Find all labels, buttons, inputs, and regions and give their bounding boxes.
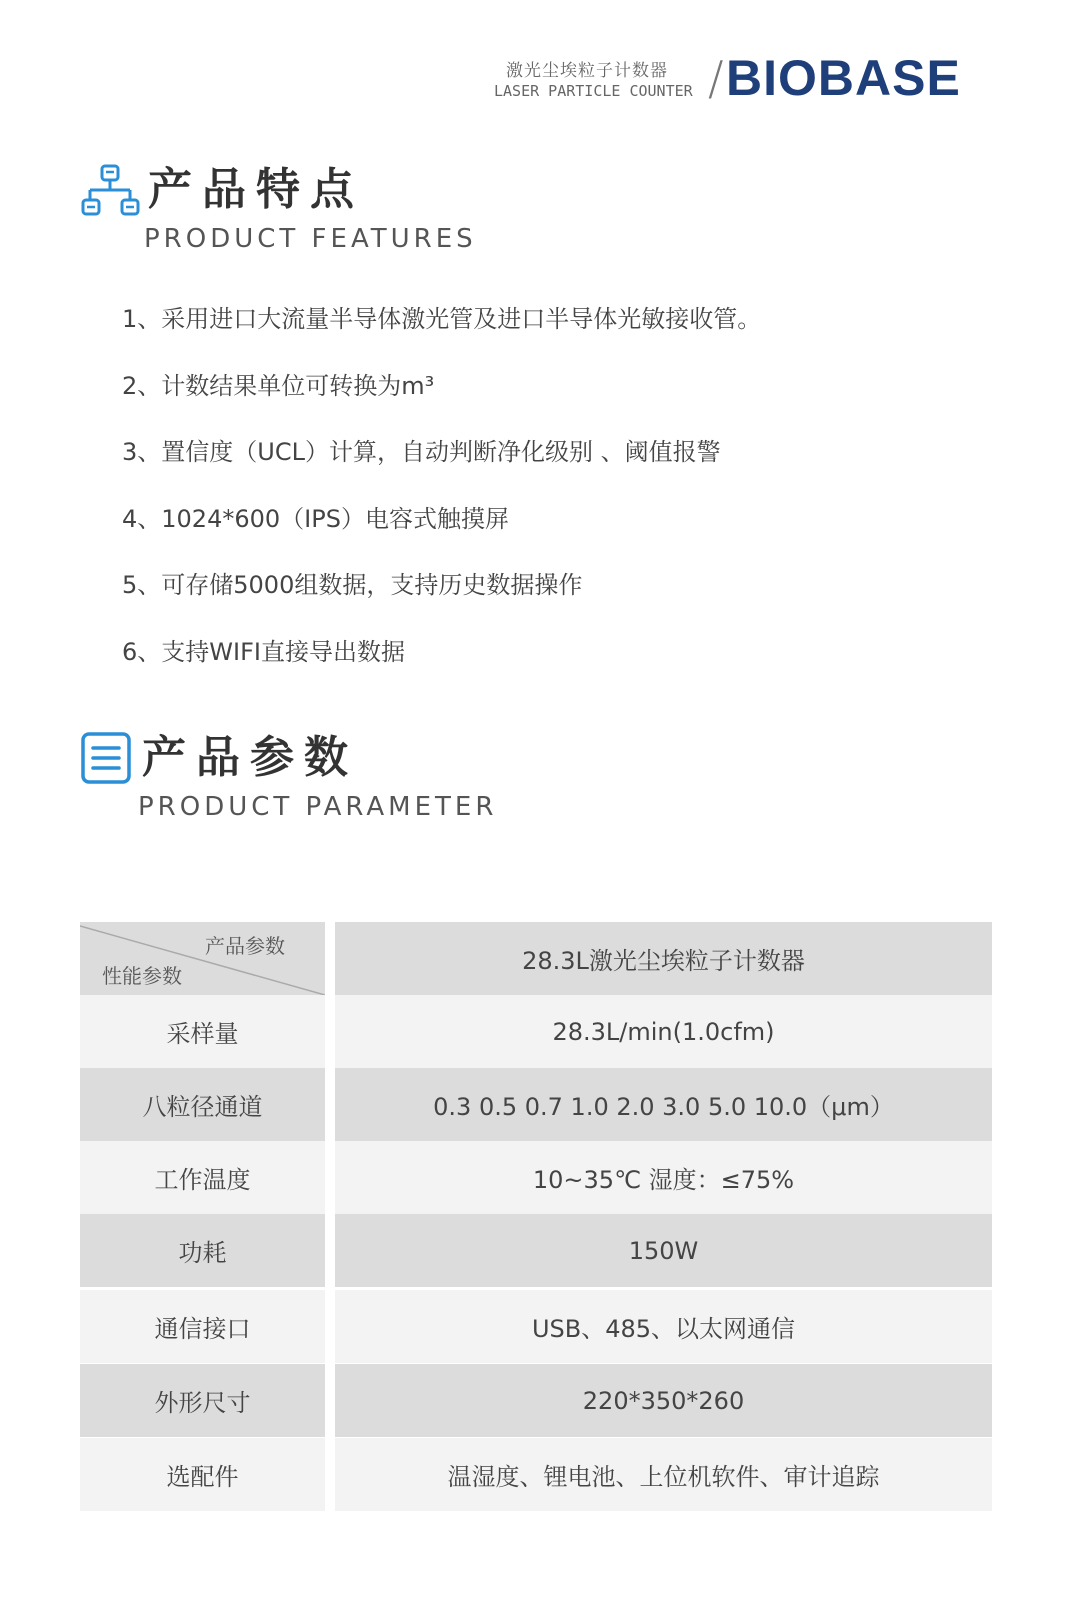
brand-header xyxy=(494,52,974,104)
document-list-icon xyxy=(80,730,134,788)
table-row xyxy=(80,1141,992,1214)
params-heading xyxy=(80,730,500,830)
brand-cn-subtitle: 激光尘埃粒子计数器 xyxy=(506,61,668,81)
corner-top-label: 产品参数 xyxy=(205,934,285,958)
table-row xyxy=(80,1290,992,1363)
params-subtitle: PRODUCT PARAMETER xyxy=(138,792,498,822)
feature-item: 2、计数结果单位可转换为m³ xyxy=(122,371,435,400)
features-title: 产品特点 xyxy=(148,164,364,215)
param-value: 0.3 0.5 0.7 1.0 2.0 3.0 5.0 10.0（μm） xyxy=(335,1068,992,1141)
param-label: 通信接口 xyxy=(80,1290,325,1363)
table-corner-cell xyxy=(80,922,325,995)
network-hierarchy-icon xyxy=(80,162,142,222)
table-row xyxy=(80,1214,992,1287)
table-row xyxy=(80,1438,992,1511)
feature-item: 4、1024*600（IPS）电容式触摸屏 xyxy=(122,504,509,533)
features-heading xyxy=(80,162,480,262)
feature-item: 1、采用进口大流量半导体激光管及进口半导体光敏接收管。 xyxy=(122,305,762,333)
param-label: 选配件 xyxy=(80,1438,325,1511)
features-subtitle: PRODUCT FEATURES xyxy=(144,224,477,254)
param-value: 10~35℃ 湿度：≤75% xyxy=(335,1141,992,1214)
params-title: 产品参数 xyxy=(142,732,358,783)
brand-logo: BIOBASE xyxy=(726,50,961,106)
table-row xyxy=(80,1364,992,1437)
feature-item: 3、置信度（UCL）计算，自动判断净化级别 、阈值报警 xyxy=(122,438,721,466)
feature-item: 6、支持WIFI直接导出数据 xyxy=(122,637,405,666)
param-label: 采样量 xyxy=(80,995,325,1068)
param-label: 功耗 xyxy=(80,1214,325,1287)
param-value: USB、485、以太网通信 xyxy=(335,1290,992,1363)
param-value: 28.3L/min(1.0cfm) xyxy=(335,995,992,1068)
product-name-cell: 28.3L激光尘埃粒子计数器 xyxy=(335,922,992,995)
corner-bottom-label: 性能参数 xyxy=(102,964,182,988)
param-value: 220*350*260 xyxy=(335,1364,992,1437)
param-label: 工作温度 xyxy=(80,1141,325,1214)
table-header-row xyxy=(80,922,992,995)
param-label: 八粒径通道 xyxy=(80,1068,325,1141)
table-row xyxy=(80,1068,992,1141)
param-value: 150W xyxy=(335,1214,992,1287)
brand-slash: / xyxy=(708,51,724,105)
param-value: 温湿度、锂电池、上位机软件、审计追踪 xyxy=(335,1438,992,1511)
table-row xyxy=(80,995,992,1068)
brand-en-subtitle: LASER PARTICLE COUNTER xyxy=(494,82,693,100)
feature-item: 5、可存储5000组数据，支持历史数据操作 xyxy=(122,571,583,599)
param-label: 外形尺寸 xyxy=(80,1364,325,1437)
features-list xyxy=(122,296,1022,695)
